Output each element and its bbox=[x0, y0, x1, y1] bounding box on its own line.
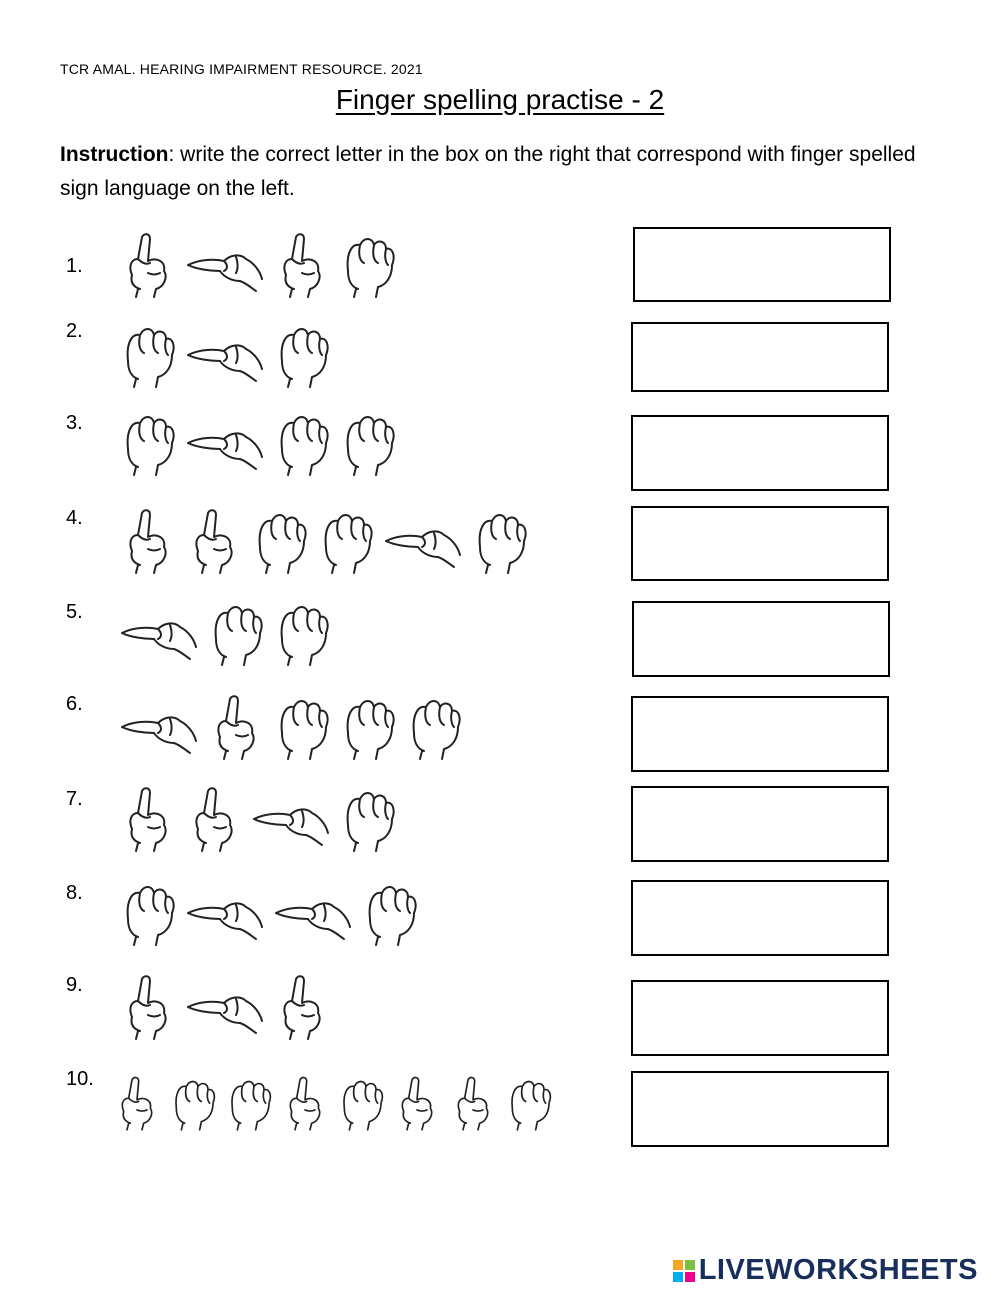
hand-sign-icon bbox=[338, 785, 398, 855]
hand-sign-icon bbox=[112, 1073, 162, 1135]
hand-sign-icon bbox=[382, 507, 464, 577]
hand-sign-icon bbox=[118, 231, 178, 301]
hand-sign-icon bbox=[168, 1073, 218, 1135]
hand-sign-sequence bbox=[112, 1064, 560, 1144]
hand-sign-icon bbox=[184, 973, 266, 1043]
answer-box-3[interactable] bbox=[631, 415, 889, 491]
hand-sign-icon bbox=[184, 231, 266, 301]
hand-sign-icon bbox=[118, 507, 178, 577]
hand-sign-icon bbox=[118, 785, 178, 855]
hand-sign-sequence bbox=[118, 404, 404, 484]
hand-sign-icon bbox=[280, 1073, 330, 1135]
hand-sign-icon bbox=[470, 507, 530, 577]
row-number: 4. bbox=[66, 507, 83, 529]
answer-box-5[interactable] bbox=[632, 601, 890, 677]
hand-sign-icon bbox=[504, 1073, 554, 1135]
hand-sign-icon bbox=[184, 409, 266, 479]
hand-sign-icon bbox=[272, 321, 332, 391]
hand-sign-icon bbox=[392, 1073, 442, 1135]
row-number: 5. bbox=[66, 601, 83, 623]
answer-box-1[interactable] bbox=[633, 227, 891, 302]
hand-sign-sequence bbox=[118, 780, 404, 860]
hand-sign-icon bbox=[338, 409, 398, 479]
hand-sign-icon bbox=[250, 785, 332, 855]
page-title bbox=[0, 84, 1000, 116]
hand-sign-sequence bbox=[118, 502, 536, 582]
hand-sign-icon bbox=[272, 973, 332, 1043]
hand-sign-icon bbox=[272, 879, 354, 949]
hand-sign-icon bbox=[206, 599, 266, 669]
row-number: 3. bbox=[66, 412, 83, 434]
row-number: 10. bbox=[66, 1068, 94, 1090]
hand-sign-icon bbox=[250, 507, 310, 577]
liveworksheets-logo bbox=[673, 1254, 978, 1287]
hand-sign-icon bbox=[118, 599, 200, 669]
answer-box-4[interactable] bbox=[631, 506, 889, 581]
header-note: TCR AMAL. HEARING IMPAIRMENT RESOURCE. 2021 bbox=[60, 61, 423, 77]
hand-sign-icon bbox=[118, 321, 178, 391]
hand-sign-icon bbox=[404, 693, 464, 763]
hand-sign-icon bbox=[118, 409, 178, 479]
instruction-text: : write the correct letter in the box on the right that correspond with finger spelled sign language on the left. bbox=[60, 143, 916, 200]
row-number: 2. bbox=[66, 320, 83, 342]
hand-sign-icon bbox=[272, 693, 332, 763]
hand-sign-icon bbox=[118, 973, 178, 1043]
hand-sign-icon bbox=[336, 1073, 386, 1135]
hand-sign-icon bbox=[184, 321, 266, 391]
hand-sign-sequence bbox=[118, 968, 338, 1048]
row-number: 7. bbox=[66, 788, 83, 810]
hand-sign-icon bbox=[184, 785, 244, 855]
hand-sign-sequence bbox=[118, 688, 470, 768]
hand-sign-icon bbox=[184, 879, 266, 949]
hand-sign-icon bbox=[224, 1073, 274, 1135]
hand-sign-icon bbox=[184, 507, 244, 577]
hand-sign-icon bbox=[338, 231, 398, 301]
answer-box-7[interactable] bbox=[631, 786, 889, 862]
answer-box-6[interactable] bbox=[631, 696, 889, 772]
hand-sign-icon bbox=[118, 879, 178, 949]
hand-sign-icon bbox=[272, 599, 332, 669]
hand-sign-sequence bbox=[118, 594, 338, 674]
hand-sign-icon bbox=[338, 693, 398, 763]
row-number: 9. bbox=[66, 974, 83, 996]
hand-sign-icon bbox=[206, 693, 266, 763]
page-title-text: Finger spelling practise - 2 bbox=[335, 84, 665, 115]
row-number: 6. bbox=[66, 693, 83, 715]
answer-box-10[interactable] bbox=[631, 1071, 889, 1147]
hand-sign-icon bbox=[316, 507, 376, 577]
brand-blocks-icon bbox=[673, 1260, 695, 1282]
brand-name: LIVEWORKSHEETS bbox=[698, 1254, 978, 1286]
hand-sign-icon bbox=[448, 1073, 498, 1135]
answer-box-9[interactable] bbox=[631, 980, 889, 1056]
row-number: 1. bbox=[66, 255, 83, 277]
hand-sign-icon bbox=[272, 409, 332, 479]
row-number: 8. bbox=[66, 882, 83, 904]
instruction-label: Instruction bbox=[60, 143, 169, 166]
hand-sign-sequence bbox=[118, 226, 404, 306]
hand-sign-icon bbox=[118, 693, 200, 763]
hand-sign-icon bbox=[272, 231, 332, 301]
hand-sign-sequence bbox=[118, 316, 338, 396]
answer-box-2[interactable] bbox=[631, 322, 889, 392]
hand-sign-sequence bbox=[118, 874, 426, 954]
answer-box-8[interactable] bbox=[631, 880, 889, 956]
hand-sign-icon bbox=[360, 879, 420, 949]
instruction bbox=[60, 138, 940, 206]
